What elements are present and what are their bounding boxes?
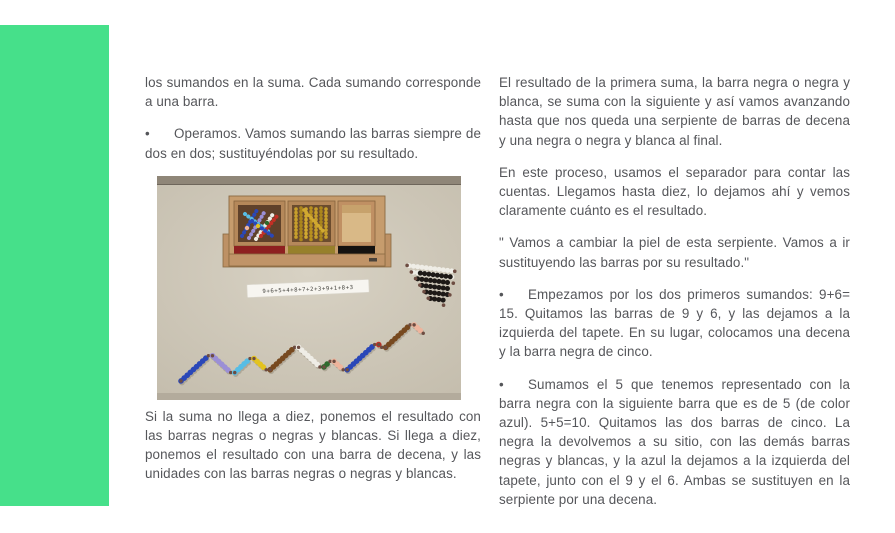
bullet-text: Operamos. Vamos sumando las barras siempre de dos en dos; sustituyéndolas por su resultado. [145, 126, 481, 161]
golden-beads-compartment [288, 201, 335, 246]
bullet-text: Sumamos el 5 que tenemos representado con la barra negra con la siguiente barra que es de 5 (de color azul). 5+5=10. Quitamos las dos barras de cinco. La negra la devolvemos a su sitio, con las demás barras negras y blancas, y la azul la dejamos a la izquierda del tapete, junto con el 9 y el 6. Ambas se sustituyen en la serpiente por una decena. [499, 376, 850, 507]
paragraph-proceso: En este proceso, usamos el separador para contar las cuentas. Llegamos hasta diez, lo dejamos ahí y vemos claramente cuánto es el resultado. [499, 164, 850, 219]
red-lid-strip [234, 246, 285, 254]
paragraph-resultado: El resultado de la primera suma, la barra negra o negra y blanca, se suma con la siguiente y así vamos avanzando hasta que nos queda una serpiente de barras de decena y una negra o negra y blanca al final. [499, 75, 850, 148]
paragraph-quote: " Vamos a cambiar la piel de esta serpiente. Vamos a ir sustituyendo las barras por su resultado." [499, 235, 850, 270]
empty-compartment [338, 201, 375, 246]
paragraph-sumandos: los sumandos en la suma. Cada sumando corresponde a una barra. [145, 75, 481, 110]
bullet-sumamos [499, 375, 850, 509]
left-text-column [145, 73, 481, 484]
bullet-marker: • [499, 376, 504, 392]
green-accent-block [0, 25, 109, 506]
bead-box-tray [223, 196, 391, 267]
right-text-column [499, 73, 850, 509]
paragraph-si-la-suma: Si la suma no llega a diez, ponemos el resultado con las barras negras o negras y blancas. Si llega a diez, ponemos el resultado con una barra de decena, y las unidades con las barras negras o negras y blancas. [145, 408, 481, 482]
bullet-empezamos [499, 285, 850, 362]
bullet-text: Empezamos por los dos primeros sumandos: 9+6= 15. Quitamos las barras de 9 y 6, y las dejamos a la izquierda del tapete. En su lugar, colocamos una decena y la barra negra de cinco. [499, 286, 850, 360]
equation-text: 9+6+5+4+8+7+2+3+9+1+8+3 [262, 284, 354, 295]
bullet-marker: • [145, 126, 150, 142]
olive-lid-strip [288, 246, 335, 254]
photo-top-band [157, 176, 461, 184]
colored-beads-compartment [234, 201, 285, 246]
photo-bottom-band [157, 393, 461, 400]
bullet-marker: • [499, 286, 504, 302]
photo-montessori-snake-game [157, 176, 461, 400]
bullet-operamos [145, 124, 481, 162]
black-lid-strip [338, 246, 375, 254]
